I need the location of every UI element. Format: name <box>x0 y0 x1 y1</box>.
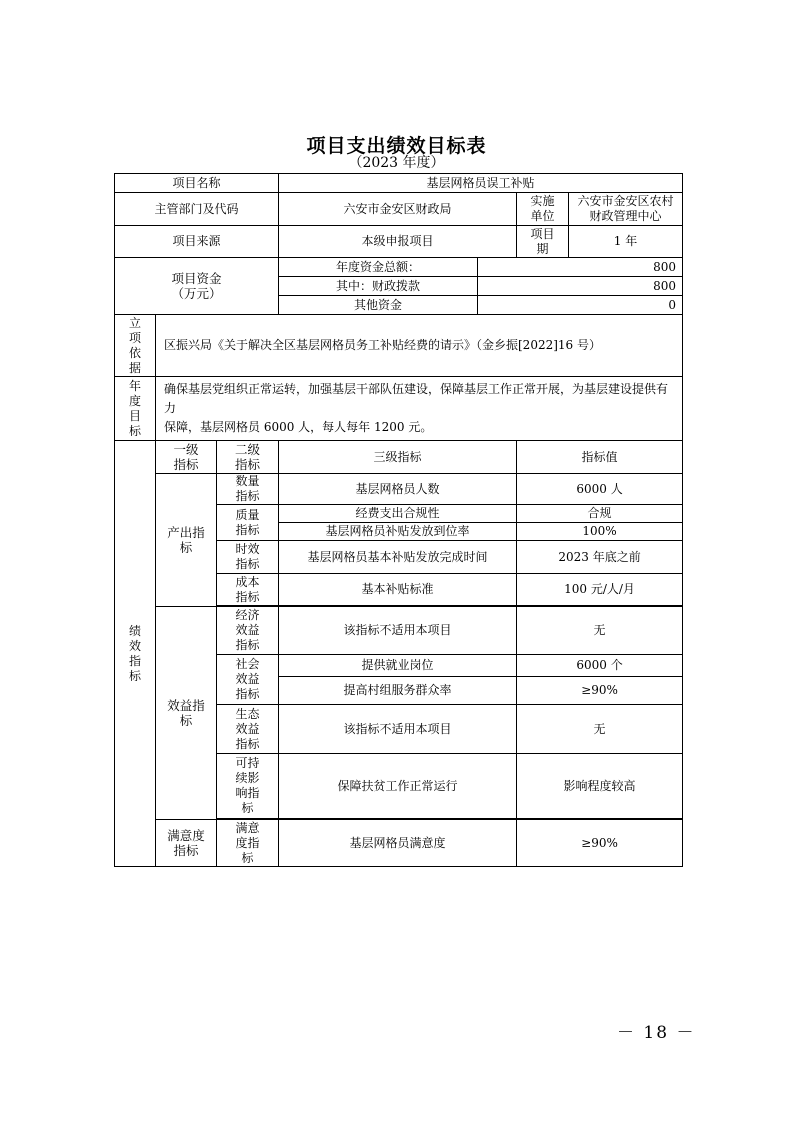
social-item: 提高村组服务群众率 <box>279 677 517 705</box>
funds-fiscal-value: 800 <box>478 277 683 296</box>
sustain-label-line: 标 <box>241 801 254 815</box>
header-level1 <box>156 441 217 474</box>
cost-value: 100 元/人/月 <box>517 574 683 606</box>
table-row <box>115 377 683 441</box>
impl-unit-label-line: 单位 <box>530 209 555 223</box>
period-label-line: 期 <box>536 241 549 256</box>
satisfaction-label <box>156 820 217 867</box>
sustain-label-line: 可持 <box>235 756 260 770</box>
satisfaction-label-line: 满意度 <box>167 828 205 843</box>
sustain-value: 影响程度较高 <box>517 754 683 819</box>
quantity-value: 6000 人 <box>517 474 683 505</box>
social-label-line: 效益 <box>235 672 260 686</box>
header-value: 指标值 <box>517 441 683 474</box>
basis-label <box>115 315 156 377</box>
benefit-label-line: 效益指 <box>167 698 205 713</box>
quality-item: 经费支出合规性 <box>279 505 517 523</box>
header-level2 <box>217 441 279 474</box>
dept-value: 六安市金安区财政局 <box>279 193 517 226</box>
quantity-label-line: 数量 <box>235 474 260 488</box>
impl-unit-label-line: 实施 <box>530 194 555 208</box>
quality-label-line: 质量 <box>235 507 260 522</box>
project-name-value: 基层网格员误工补贴 <box>279 174 683 193</box>
satisfaction-value: ≥90% <box>517 820 683 867</box>
eco-label-line: 指标 <box>235 736 260 751</box>
table-row <box>115 193 683 226</box>
impl-unit-label <box>517 193 569 226</box>
cost-label-line: 指标 <box>235 589 260 604</box>
funds-total-label: 年度资金总额： <box>279 258 478 277</box>
time-item: 基层网格员基本补贴发放完成时间 <box>279 541 517 574</box>
social-item: 提供就业岗位 <box>279 655 517 677</box>
goal-label-char: 年 <box>128 378 141 393</box>
funds-label-line: 项目资金 <box>171 271 222 286</box>
header-level3: 三级指标 <box>279 441 517 474</box>
time-value: 2023 年底之前 <box>517 541 683 574</box>
period-value: 1 年 <box>569 226 683 258</box>
economic-label <box>217 607 279 655</box>
cost-item: 基本补贴标准 <box>279 574 517 606</box>
cost-label <box>217 574 279 606</box>
basis-label-char: 据 <box>128 360 141 375</box>
eco-value: 无 <box>517 705 683 754</box>
sustain-label-line: 响指 <box>235 786 260 800</box>
benefit-label-line: 标 <box>179 713 193 728</box>
sustain-label-line: 续影 <box>235 771 260 785</box>
satisfaction-sub-label-line: 满意 <box>235 820 260 835</box>
goal-line: 确保基层党组织正常运转，加强基层干部队伍建设，保障基层工作正常开展，为基层建设提供有力 <box>164 382 669 415</box>
header-level1-line: 一级 <box>173 442 199 457</box>
basis-value: 区振兴局《关于解决全区基层网格员务工补贴经费的请示》（金乡振[2022]16 号） <box>156 315 683 377</box>
output-label <box>156 474 217 607</box>
economic-label-line: 指标 <box>235 638 260 652</box>
table-row <box>115 226 683 258</box>
social-label <box>217 655 279 705</box>
source-label: 项目来源 <box>115 226 279 258</box>
quantity-label-line: 指标 <box>235 489 260 503</box>
period-label <box>517 226 569 258</box>
table-row <box>115 174 683 193</box>
perf-label <box>115 441 156 867</box>
economic-value: 无 <box>517 607 683 655</box>
header-level2-line: 指标 <box>235 457 261 472</box>
social-value: ≥90% <box>517 677 683 705</box>
quality-value: 合规 <box>517 505 683 523</box>
goal-label-char: 目 <box>128 408 141 423</box>
time-label-line: 指标 <box>235 557 260 571</box>
funds-label-line: （万元） <box>171 286 222 301</box>
eco-label-line: 生态 <box>235 706 260 721</box>
sustain-label <box>217 754 279 819</box>
impl-unit-line: 财政管理中心 <box>589 209 662 223</box>
impl-unit-value <box>569 193 683 226</box>
perf-label-char: 指 <box>128 653 141 668</box>
time-label-line: 时效 <box>235 542 260 556</box>
page-title: 项目支出绩效目标表 <box>306 135 487 157</box>
satisfaction-item: 基层网格员满意度 <box>279 820 517 867</box>
economic-label-line: 经济 <box>235 608 260 622</box>
page-number: － 18 － <box>617 1023 696 1043</box>
period-label-line: 项目 <box>530 226 555 241</box>
goal-value <box>156 377 683 441</box>
quality-label-line: 指标 <box>235 522 260 537</box>
page-subtitle: （2023 年度） <box>348 155 445 171</box>
social-label-line: 社会 <box>235 657 260 671</box>
eco-label <box>217 705 279 754</box>
goal-line: 保障，基层网格员 6000 人，每人每年 1200 元。 <box>164 420 433 434</box>
table-row <box>115 258 683 277</box>
satisfaction-sub-label-line: 度指 <box>235 835 260 850</box>
perf-label-char: 效 <box>128 638 141 653</box>
table-row <box>115 315 683 377</box>
sustain-item: 保障扶贫工作正常运行 <box>279 754 517 819</box>
table-row <box>115 441 683 474</box>
funds-other-value: 0 <box>478 296 683 315</box>
social-value: 6000 个 <box>517 655 683 677</box>
basis-label-char: 立 <box>128 315 141 330</box>
table-row <box>115 820 683 867</box>
table-row <box>115 607 683 655</box>
project-name-label: 项目名称 <box>115 174 279 193</box>
eco-label-line: 效益 <box>235 721 260 736</box>
quantity-item: 基层网格员人数 <box>279 474 517 505</box>
time-label <box>217 541 279 574</box>
output-label-line: 产出指 <box>167 525 205 540</box>
goal-label-char: 标 <box>128 423 141 438</box>
cost-label-line: 成本 <box>235 574 260 589</box>
funds-other-label: 其他资金 <box>279 296 478 315</box>
header-level1-line: 指标 <box>173 457 199 472</box>
performance-target-table <box>114 173 683 867</box>
table-row <box>115 474 683 505</box>
dept-label: 主管部门及代码 <box>115 193 279 226</box>
quality-value: 100% <box>517 523 683 541</box>
economic-item: 该指标不适用本项目 <box>279 607 517 655</box>
quality-item: 基层网格员补贴发放到位率 <box>279 523 517 541</box>
benefit-label <box>156 607 217 820</box>
perf-label-char: 标 <box>128 668 141 683</box>
basis-label-char: 项 <box>128 330 141 345</box>
goal-label-char: 度 <box>128 393 141 408</box>
satisfaction-sub-label-line: 标 <box>241 850 254 865</box>
social-label-line: 指标 <box>235 687 260 701</box>
satisfaction-label-line: 指标 <box>173 843 199 858</box>
satisfaction-sub-label <box>217 820 279 867</box>
perf-label-char: 绩 <box>128 623 141 638</box>
quality-label <box>217 505 279 541</box>
header-level2-line: 二级 <box>235 442 261 457</box>
eco-item: 该指标不适用本项目 <box>279 705 517 754</box>
impl-unit-line: 六安市金安区农村 <box>577 194 674 208</box>
funds-label <box>115 258 279 315</box>
goal-label <box>115 377 156 441</box>
funds-total-value: 800 <box>478 258 683 277</box>
basis-label-char: 依 <box>128 345 141 360</box>
source-value: 本级申报项目 <box>279 226 517 258</box>
funds-fiscal-label: 其中：财政拨款 <box>279 277 478 296</box>
economic-label-line: 效益 <box>235 623 260 637</box>
quantity-label <box>217 474 279 505</box>
output-label-line: 标 <box>179 540 193 555</box>
